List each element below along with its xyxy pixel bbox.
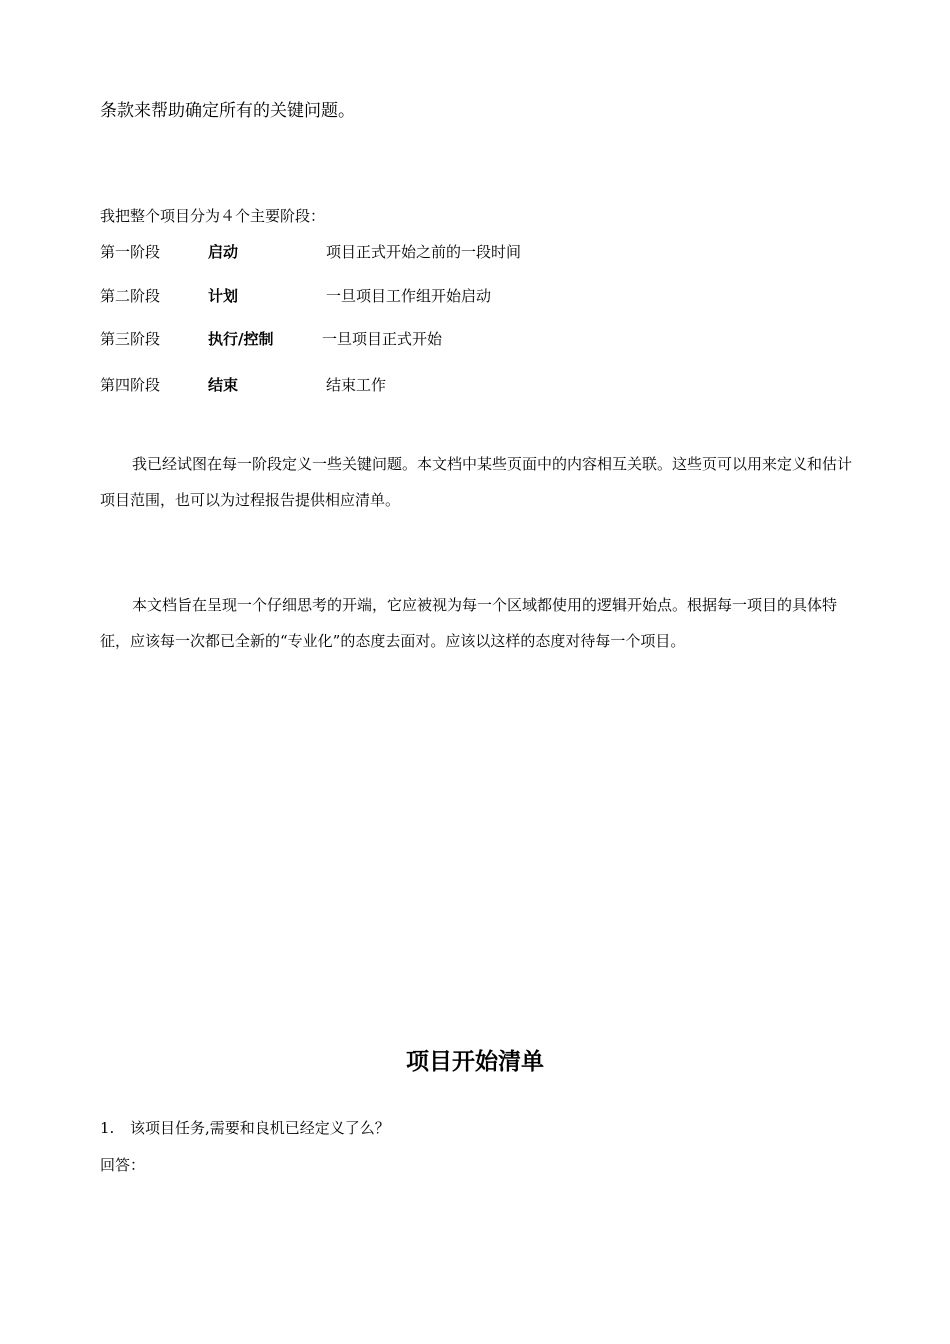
page-title: 项目开始清单: [406, 1049, 544, 1075]
answer-label: 回答：: [100, 1156, 146, 1174]
phase-stage: 第三阶段: [100, 330, 161, 348]
phase-desc: 项目正式开始之前的一段时间: [326, 243, 522, 261]
phase-desc: 一旦项目工作组开始启动: [326, 287, 492, 305]
paragraph-key-questions: 我已经试图在每一阶段定义一些关键问题。本文档中某些页面中的内容相互关联。这些页可以用来定义和估计项目范围，也可以为过程报告提供相应清单。: [100, 455, 853, 509]
intro-continuation: 条款来帮助确定所有的关键问题。: [100, 101, 355, 121]
phase-stage: 第二阶段: [100, 287, 161, 305]
phase-desc: 一旦项目正式开始: [322, 330, 443, 348]
phase-name: 计划: [208, 287, 239, 305]
phase-stage: 第一阶段: [100, 243, 161, 261]
question-text: 该项目任务,需要和良机已经定义了么？: [130, 1119, 390, 1137]
phase-desc: 结束工作: [326, 376, 387, 394]
phase-name: 结束: [208, 376, 239, 394]
phases-intro: 我把整个项目分为４个主要阶段：: [100, 207, 326, 225]
paragraph-document-purpose: 本文档旨在呈现一个仔细思考的开端，它应被视为每一个区域都使用的逻辑开始点。根据每一项目的具体特征，应该每一次都已全新的“专业化”的态度去面对。应该以这样的态度对待每一个项目。: [100, 596, 838, 650]
phase-stage: 第四阶段: [100, 376, 161, 394]
question-number: 1.: [100, 1119, 115, 1137]
phase-name: 启动: [208, 243, 239, 261]
phase-name: 执行/控制: [208, 330, 274, 348]
